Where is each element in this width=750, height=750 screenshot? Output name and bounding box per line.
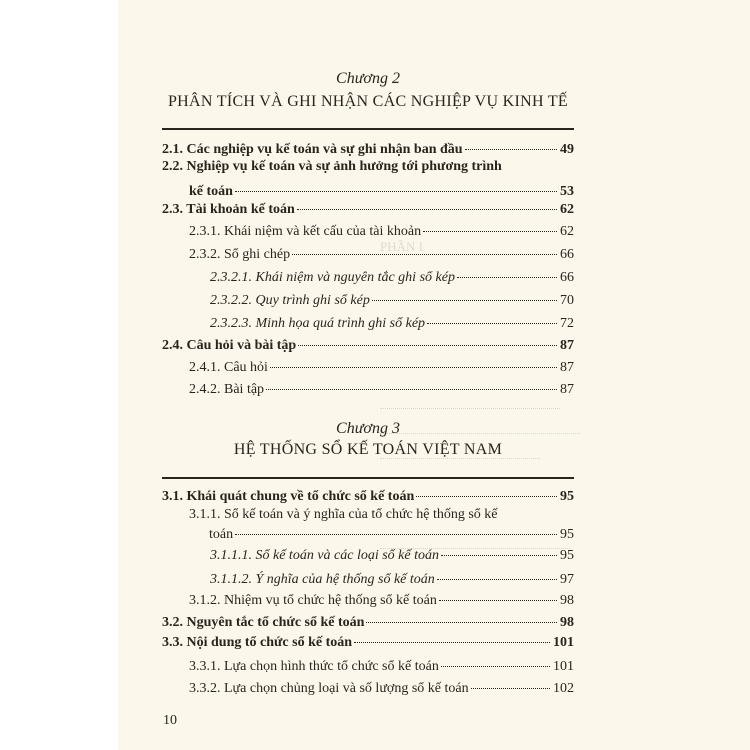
toc-page-number: 102 — [553, 681, 574, 696]
toc-entry[interactable] — [189, 657, 574, 677]
toc-entry-title: 2.3.2.1. Khái niệm và nguyên tắc ghi sổ kép — [210, 270, 455, 285]
toc-entry-line: 3.1.1. Sổ kế toán và ý nghĩa của tổ chức hệ thống sổ kế — [189, 507, 498, 522]
toc-entry[interactable] — [189, 358, 574, 378]
toc-page-number: 62 — [560, 224, 574, 239]
toc-entry-title: 2.4.1. Câu hỏi — [189, 360, 268, 375]
dot-leader — [423, 231, 557, 232]
toc-entry[interactable] — [162, 200, 574, 220]
dot-leader — [366, 622, 557, 623]
toc-page-number: 66 — [560, 270, 574, 285]
toc-entry[interactable] — [189, 380, 574, 400]
dot-leader — [465, 149, 557, 150]
toc-page-number: 87 — [560, 360, 574, 375]
dot-leader — [457, 277, 557, 278]
chapter-rule — [162, 477, 574, 479]
dot-leader — [416, 496, 557, 497]
toc-page-number: 53 — [560, 184, 574, 199]
dot-leader — [441, 666, 550, 667]
toc-entry-title: 3.2. Nguyên tắc tổ chức sổ kế toán — [162, 615, 365, 630]
toc-entry-title: 3.3. Nội dung tổ chức sổ kế toán — [162, 635, 353, 650]
toc-entry-title: 2.4.2. Bài tập — [189, 382, 265, 397]
toc-page-number: 62 — [560, 202, 574, 217]
toc-page-number: 87 — [560, 382, 574, 397]
toc-entry[interactable] — [189, 591, 574, 611]
dot-leader — [270, 367, 557, 368]
toc-entry[interactable] — [189, 222, 574, 242]
toc-page-number: 95 — [560, 527, 574, 542]
toc-entry-title: 2.3.2.3. Minh họa quá trình ghi sổ kép — [210, 316, 426, 331]
toc-page-number: 95 — [560, 548, 574, 563]
toc-entry-line: 2.2. Nghiệp vụ kế toán và sự ảnh hưởng tới phương trình — [162, 159, 502, 174]
toc-entry[interactable] — [189, 679, 574, 699]
toc-page-number: 101 — [553, 635, 574, 650]
dot-leader — [471, 688, 550, 689]
dot-leader — [427, 323, 557, 324]
toc-entry[interactable] — [210, 291, 574, 311]
toc-entry-title: 2.3.2.2. Quy trình ghi sổ kép — [210, 293, 370, 308]
bleed-through-mark: PHẦN I — [380, 239, 423, 254]
chapter-label: Chương 2 — [336, 70, 400, 87]
toc-entry-title: 3.1.2. Nhiệm vụ tổ chức hệ thống sổ kế toán — [189, 593, 437, 608]
dot-leader — [354, 642, 550, 643]
chapter-label: Chương 3 — [336, 420, 400, 437]
table-of-contents — [162, 0, 574, 750]
toc-entry[interactable] — [210, 546, 574, 566]
toc-entry-title: 2.3.1. Khái niệm và kết cấu của tài khoản — [189, 224, 422, 239]
toc-page-number: 87 — [560, 338, 574, 353]
dot-leader — [235, 191, 557, 192]
toc-entry-title: 3.1.1.1. Sổ kế toán và các loại sổ kế toán — [210, 548, 440, 563]
toc-page-number: 101 — [553, 659, 574, 674]
dot-leader — [297, 209, 557, 210]
toc-entry-title: 3.1. Khái quát chung về tổ chức sổ kế toán — [162, 489, 415, 504]
toc-entry[interactable] — [189, 182, 574, 202]
toc-entry[interactable] — [162, 336, 574, 356]
toc-entry[interactable] — [209, 525, 574, 545]
toc-entry[interactable] — [210, 268, 574, 288]
toc-page-number: 98 — [560, 593, 574, 608]
toc-entry-title: 2.1. Các nghiệp vụ kế toán và sự ghi nhận ban đầu — [162, 142, 463, 157]
toc-entry[interactable] — [162, 613, 574, 633]
toc-page-number: 49 — [560, 142, 574, 157]
dot-leader — [372, 300, 557, 301]
toc-entry-continuation: toán — [209, 527, 234, 542]
toc-entry[interactable] — [162, 487, 574, 507]
chapter-title: HỆ THỐNG SỔ KẾ TOÁN VIỆT NAM — [233, 441, 503, 458]
dot-leader — [437, 579, 557, 580]
toc-entry-title: 2.4. Câu hỏi và bài tập — [162, 338, 297, 353]
dot-leader — [235, 534, 557, 535]
toc-entry-title: 3.1.1.2. Ý nghĩa của hệ thống sổ kế toán — [210, 572, 435, 587]
dot-leader — [266, 389, 557, 390]
toc-entry-title: 3.3.1. Lựa chọn hình thức tổ chức sổ kế toán — [189, 659, 439, 674]
dot-leader — [298, 345, 557, 346]
page-number: 10 — [163, 713, 177, 728]
toc-entry[interactable] — [210, 314, 574, 334]
toc-page-number: 95 — [560, 489, 574, 504]
toc-entry-title: 2.3.2. Sổ ghi chép — [189, 247, 291, 262]
chapter-rule — [162, 128, 574, 130]
dot-leader — [441, 555, 557, 556]
toc-entry-title: 3.3.2. Lựa chọn chủng loại và số lượng sổ kế toán — [189, 681, 469, 696]
toc-page-number: 70 — [560, 293, 574, 308]
toc-entry[interactable] — [162, 633, 574, 653]
toc-page-number: 72 — [560, 316, 574, 331]
toc-page-number: 98 — [560, 615, 574, 630]
toc-page-number: 66 — [560, 247, 574, 262]
toc-entry-title: 2.3. Tài khoản kế toán — [162, 202, 295, 217]
dot-leader — [292, 254, 557, 255]
chapter-title: PHÂN TÍCH VÀ GHI NHẬN CÁC NGHIỆP VỤ KINH TẾ — [167, 93, 569, 110]
toc-entry[interactable] — [210, 570, 574, 590]
dot-leader — [439, 600, 557, 601]
toc-page-number: 97 — [560, 572, 574, 587]
toc-entry[interactable] — [189, 245, 574, 265]
toc-entry-continuation: kế toán — [189, 184, 233, 199]
